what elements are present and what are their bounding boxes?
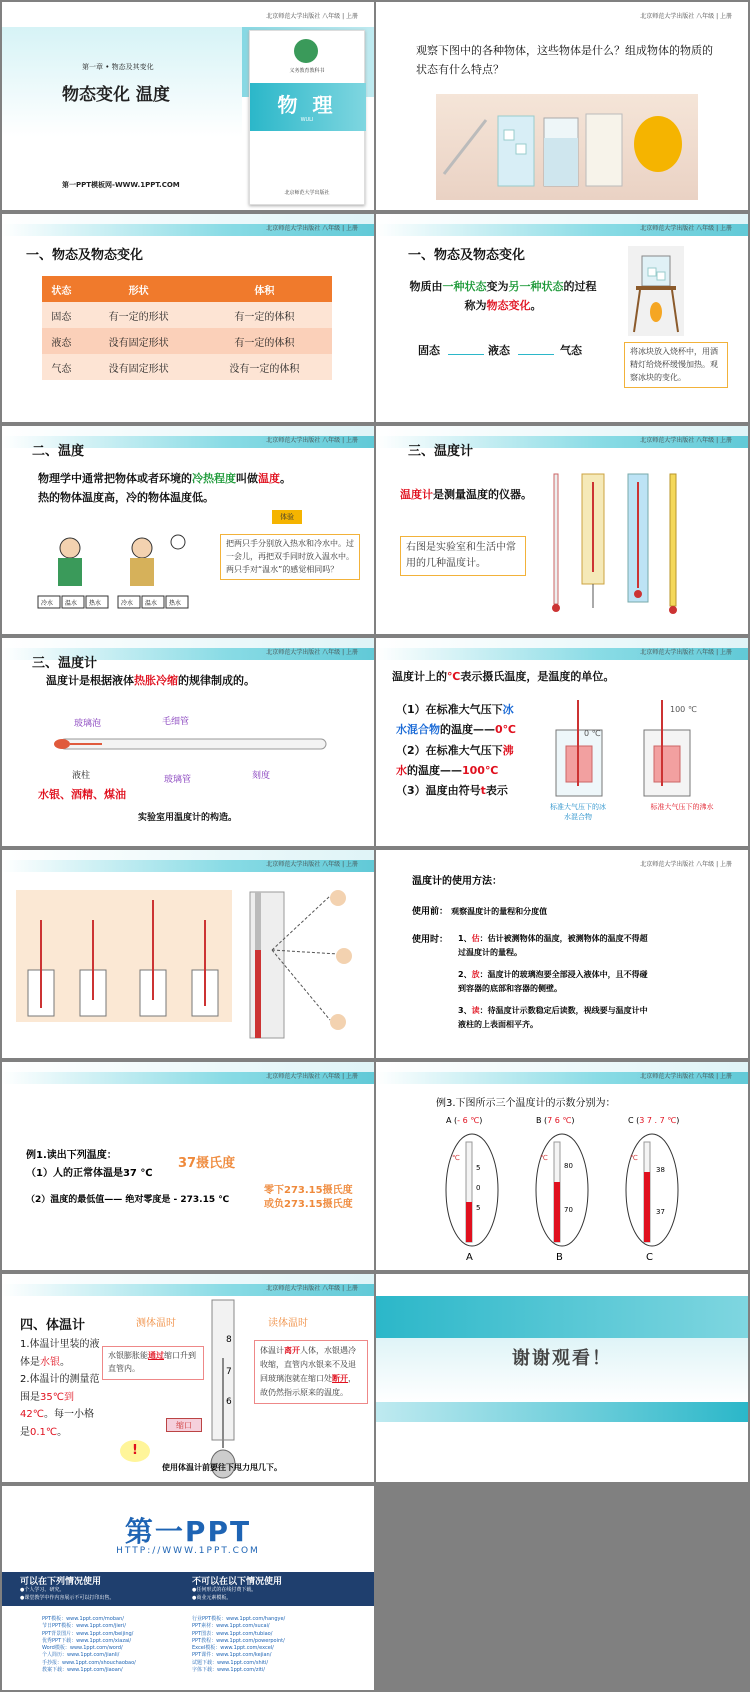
publisher-label: 北京师范大学出版社 八年级 | 上册 — [266, 13, 358, 20]
answer-a: A (- 6 ℃) — [446, 1116, 483, 1125]
thermometer-letter: A — [466, 1252, 473, 1263]
usage-before: 使用前： 观察温度计的量程和分度值 — [412, 907, 548, 917]
tick-label: 37 — [656, 1208, 665, 1216]
mark-100c: 100 ℃ — [670, 705, 697, 714]
publisher-label: 北京师范大学出版社 八年级 | 上册 — [266, 225, 358, 232]
publisher-label: 北京师范大学出版社 八年级 | 上册 — [266, 1073, 358, 1080]
slide-14-thanks — [376, 1274, 748, 1482]
mark-0c: 0 ℃ — [584, 729, 601, 738]
caption-ice-water: 标准大气压下的冰水混合物 — [550, 803, 606, 821]
milk-glass-icon — [586, 114, 622, 186]
slide-4-state-change — [376, 214, 748, 422]
slide-12-example-3 — [376, 1062, 748, 1270]
label-bulb: 玻璃泡 — [74, 719, 102, 729]
slide-2-observe — [376, 2, 748, 210]
tick-label: 70 — [564, 1206, 573, 1214]
can-use-title: 可以在下列情况使用 — [20, 1577, 102, 1587]
section-title: 一、物态及物态变化 — [408, 248, 526, 263]
measure-label: 测体温时 — [136, 1318, 176, 1329]
thermometers-illustration — [540, 468, 730, 628]
beaker-photo — [628, 246, 684, 336]
answer-c: C (3 7 . 7 ℃) — [628, 1116, 680, 1125]
states-table — [42, 276, 332, 380]
scale-number: 6 — [226, 1397, 232, 1407]
answer-b: B (7 6 ℃) — [536, 1116, 575, 1125]
resource-link[interactable]: 优秀PPT下载：www.1ppt.com/xiazai/ — [42, 1637, 132, 1644]
slide-8-celsius — [376, 638, 748, 846]
slide-6-thermometers — [376, 426, 748, 634]
example-a2: 零下273.15摄氏度 或负273.15摄氏度 — [264, 1185, 353, 1210]
example-a1: 37摄氏度 — [178, 1156, 236, 1171]
resource-link[interactable]: PPT模板：www.1ppt.com/moban/ — [42, 1616, 124, 1622]
table-row: 固态 有一定的形状 有一定的体积 — [42, 302, 332, 328]
caption-boiling-water: 标准大气压下的沸水 — [650, 803, 714, 811]
celsius-items: （1）在标准大气压下冰水混合物的温度——0℃ （2）在标准大气压下沸水的温度——100℃ （3）温度由符号t表示 — [396, 703, 516, 798]
table-header: 状态 — [42, 276, 81, 302]
scale-number: 8 — [226, 1335, 232, 1345]
usage-during-label: 使用时： — [412, 935, 449, 945]
book-press: 北京师范大学出版社 — [284, 190, 330, 196]
chapter-label: 第一章 • 物态及其变化 — [82, 63, 154, 71]
book-title: 物 理 — [277, 93, 337, 117]
label-scale: 刻度 — [252, 771, 271, 781]
resource-link[interactable]: 教案下载：www.1ppt.com/jiaoan/ — [42, 1666, 123, 1673]
definition-text: 物质由一种状态变为另一种状态的过程 称为物态变化。 — [409, 280, 597, 312]
publisher-label: 北京师范大学出版社 八年级 | 上册 — [266, 437, 358, 444]
beakers-illustration — [544, 700, 744, 810]
publisher-label: 北京师范大学出版社 八年级 | 上册 — [266, 861, 358, 868]
observe-question: 观察下图中的各种物体，这些物体是什么？组成物体的物质的状态有什么特点？ — [416, 44, 713, 76]
read-box: 体温计离开人体，水银遇冷收缩，直管内水银来不及退回玻璃泡就在缩口处断开，故仍然指示原来的温度。 — [254, 1340, 368, 1404]
publisher-label: 北京师范大学出版社 八年级 | 上册 — [640, 437, 732, 444]
clinical-facts: 1.体温计里装的液体是水银。 2.体温计的测量范围是35℃到42℃。每一小格是0.1℃。 — [20, 1339, 100, 1438]
label-liquid: 液柱 — [72, 771, 91, 781]
publisher-label: 北京师范大学出版社 八年级 | 上册 — [640, 1073, 732, 1080]
reading-eyes-illustration — [246, 890, 366, 1040]
tick-label: 5 — [476, 1164, 481, 1172]
state-liquid: 液态 — [488, 344, 510, 357]
thanks-band-bottom — [376, 1402, 748, 1422]
publisher-label: 北京师范大学出版社 八年级 | 上册 — [640, 649, 732, 656]
basin-label: 冷水 — [121, 600, 134, 607]
measure-box: 水银膨胀能通过缩口升到直管内。 — [102, 1346, 204, 1380]
example-title: 例1.读出下列温度： — [26, 1150, 117, 1161]
thermometer-letter: B — [556, 1252, 563, 1263]
example-q2: （2）温度的最低值—— 绝对零度是 - 273.15 ℃ — [26, 1195, 230, 1205]
unit-label: ℃ — [452, 1154, 460, 1162]
publisher-label: 北京师范大学出版社 八年级 | 上册 — [266, 1285, 358, 1292]
cover-title: 物态变化 温度 — [62, 85, 170, 105]
usage-photo — [16, 890, 232, 1022]
example-q1: （1）人的正常体温是37 ℃ — [26, 1168, 153, 1179]
book-logo-icon — [294, 39, 318, 63]
three-thermometers — [436, 1132, 716, 1266]
lab-thermometer-icon — [52, 734, 332, 756]
arrow-icon — [518, 354, 554, 355]
section-title: 三、温度计 — [408, 444, 474, 459]
clinical-thermometer-icon — [202, 1298, 250, 1482]
resource-link[interactable]: 行业PPT模板：www.1ppt.com/hangye/ — [192, 1616, 286, 1622]
table-header: 体积 — [197, 276, 332, 302]
example3-title: 例3.下图所示三个温度计的示数分别为： — [436, 1098, 616, 1109]
book-pinyin: WULI — [300, 117, 314, 123]
basin-label: 热水 — [169, 600, 182, 607]
resource-link[interactable]: 节日PPT模板：www.1ppt.com/jieri/ — [42, 1623, 126, 1630]
unit-label: ℃ — [630, 1154, 638, 1162]
resource-link[interactable]: PPT图表：www.1ppt.com/tubiao/ — [192, 1630, 273, 1637]
scale-number: 7 — [226, 1367, 232, 1377]
balloon-icon — [634, 116, 682, 172]
slide-5-temperature — [2, 426, 374, 634]
publisher-label: 北京师范大学出版社 八年级 | 上册 — [640, 861, 732, 868]
usage-step: 2、放：温度计的玻璃泡要全部浸入液体中，且不得碰到容器的底部和容器的侧壁。 — [458, 970, 648, 993]
publisher-label: 北京师范大学出版社 八年级 | 上册 — [640, 13, 732, 20]
section-title: 三、温度计 — [32, 656, 98, 671]
celsius-text: 温度计上的℃表示摄氏温度，是温度的单位。 — [392, 670, 615, 683]
basin-label: 温水 — [65, 600, 78, 607]
tick-label: 5 — [476, 1204, 481, 1212]
resource-link[interactable]: 个人简历：www.1ppt.com/jianli/ — [42, 1652, 120, 1659]
basin-label: 温水 — [145, 600, 158, 607]
resource-link[interactable]: PPT教程：www.1ppt.com/powerpoint/ — [192, 1637, 285, 1644]
slide-10-usage-method — [376, 850, 748, 1058]
tick-label: 38 — [656, 1166, 665, 1174]
textbook-cover — [249, 30, 365, 205]
warning-text: 使用体温计前要往下甩力甩几下。 — [162, 1463, 282, 1472]
slide-15-credits — [2, 1486, 374, 1690]
links-left — [42, 1616, 136, 1674]
slide-11-example-1 — [2, 1062, 374, 1270]
thermometer-box: 右图是实验室和生活中常用的几种温度计。 — [400, 536, 526, 576]
cannot-use-list: ●任何形式的在线付费下载。 ●商业元素模板。 — [192, 1587, 257, 1601]
publisher-label: 北京师范大学出版社 八年级 | 上册 — [266, 649, 358, 656]
slide-3-states-table — [2, 214, 374, 422]
thanks-text: 谢谢观看！ — [512, 1348, 612, 1369]
liquids-list: 水银、酒精、煤油 — [38, 788, 126, 801]
usage-step: 1、估：估计被测物体的温度，被测物体的温度不得超过温度计的量程。 — [458, 934, 648, 957]
publisher-label: 北京师范大学出版社 八年级 | 上册 — [640, 225, 732, 232]
warning-icon: ! — [120, 1440, 150, 1462]
basin-label: 冷水 — [41, 600, 54, 607]
resource-link[interactable]: 字体下载：www.1ppt.com/ziti/ — [192, 1666, 265, 1673]
thermometer-definition: 温度计是测量温度的仪器。 — [400, 488, 532, 501]
cannot-use-title: 不可以在以下情况使用 — [192, 1577, 283, 1587]
basin-label: 热水 — [89, 600, 102, 607]
label-tube: 玻璃管 — [164, 775, 192, 785]
can-use-list: ●个人学习、研究。 ●课堂教学中作内容展示不可以打印出售。 — [20, 1587, 115, 1601]
usage-steps — [458, 932, 654, 1032]
structure-caption: 实验室用温度计的构造。 — [138, 813, 238, 823]
experience-badge: 体验 — [272, 510, 302, 524]
resource-link[interactable]: Word模板：www.1ppt.com/word/ — [42, 1645, 123, 1651]
experience-box: 把两只手分别放入热水和冷水中。过一会儿，再把双手同时放入温水中。两只手对“温水”的感觉相同吗？ — [220, 534, 360, 580]
principle-text: 温度计是根据液体热胀冷缩的规律制成的。 — [46, 674, 255, 687]
read-label: 读体温时 — [268, 1318, 308, 1329]
objects-photo — [436, 94, 698, 200]
table-row: 气态 没有固定形状 没有一定的体积 — [42, 354, 332, 380]
resource-link[interactable]: Excel模板：www.1ppt.com/excel/ — [192, 1645, 274, 1651]
slide-9-usage-pictures — [2, 850, 374, 1058]
links-right — [192, 1616, 285, 1674]
table-row: 液态 没有固定形状 有一定的体积 — [42, 328, 332, 354]
resource-link[interactable]: 试题下载：www.1ppt.com/shiti/ — [192, 1659, 269, 1666]
usage-title: 温度计的使用方法： — [412, 876, 502, 887]
tick-label: 0 — [476, 1184, 481, 1192]
hands-experiment-illustration — [30, 534, 210, 626]
resource-link[interactable]: PPT课件：www.1ppt.com/kejian/ — [192, 1652, 272, 1659]
brand-logo: 第一PPT — [124, 1515, 252, 1548]
temperature-definition: 物理学中通常把物体或者环境的冷热程度叫做温度。 热的物体温度高，冷的物体温度低。 — [38, 472, 291, 504]
thermometer-letter: C — [646, 1252, 653, 1263]
constriction-label: 缩口 — [166, 1418, 202, 1432]
slide-7-thermometer-structure — [2, 638, 374, 846]
state-solid: 固态 — [418, 344, 440, 357]
experiment-caption: 将冰块放入烧杯中，用酒精灯给烧杯缓慢加热。观察冰块的变化。 — [624, 342, 728, 388]
slide-13-clinical-thermometer — [2, 1274, 374, 1482]
thermometer-icon — [444, 120, 486, 174]
usage-step: 3、读：待温度计示数稳定后读数，视线要与温度计中液柱的上表面相平齐。 — [458, 1006, 648, 1029]
resource-link[interactable]: PPT素材：www.1ppt.com/sucai/ — [192, 1623, 270, 1630]
section-title: 二、温度 — [32, 444, 85, 459]
state-gas: 气态 — [560, 344, 582, 357]
objects-illustration — [436, 94, 698, 200]
resource-link[interactable]: 手抄报：www.1ppt.com/shouchaobao/ — [42, 1659, 136, 1666]
arrow-icon — [448, 354, 484, 355]
thanks-band-top — [376, 1296, 748, 1338]
section-title: 四、体温计 — [20, 1318, 86, 1333]
resource-link[interactable]: PPT背景图片：www.1ppt.com/beijing/ — [42, 1630, 134, 1637]
section-title: 一、物态及物态变化 — [26, 248, 144, 263]
unit-label: ℃ — [540, 1154, 548, 1162]
brand-url[interactable]: HTTP://WWW.1PPT.COM — [116, 1546, 260, 1556]
cover-footer: 第一PPT模板网-WWW.1PPT.COM — [62, 181, 180, 189]
slide-1-cover — [2, 2, 374, 210]
book-subtitle: 义务教育教科书 — [289, 68, 325, 74]
table-header: 形状 — [81, 276, 197, 302]
tick-label: 80 — [564, 1162, 573, 1170]
label-capillary: 毛细管 — [162, 717, 190, 727]
